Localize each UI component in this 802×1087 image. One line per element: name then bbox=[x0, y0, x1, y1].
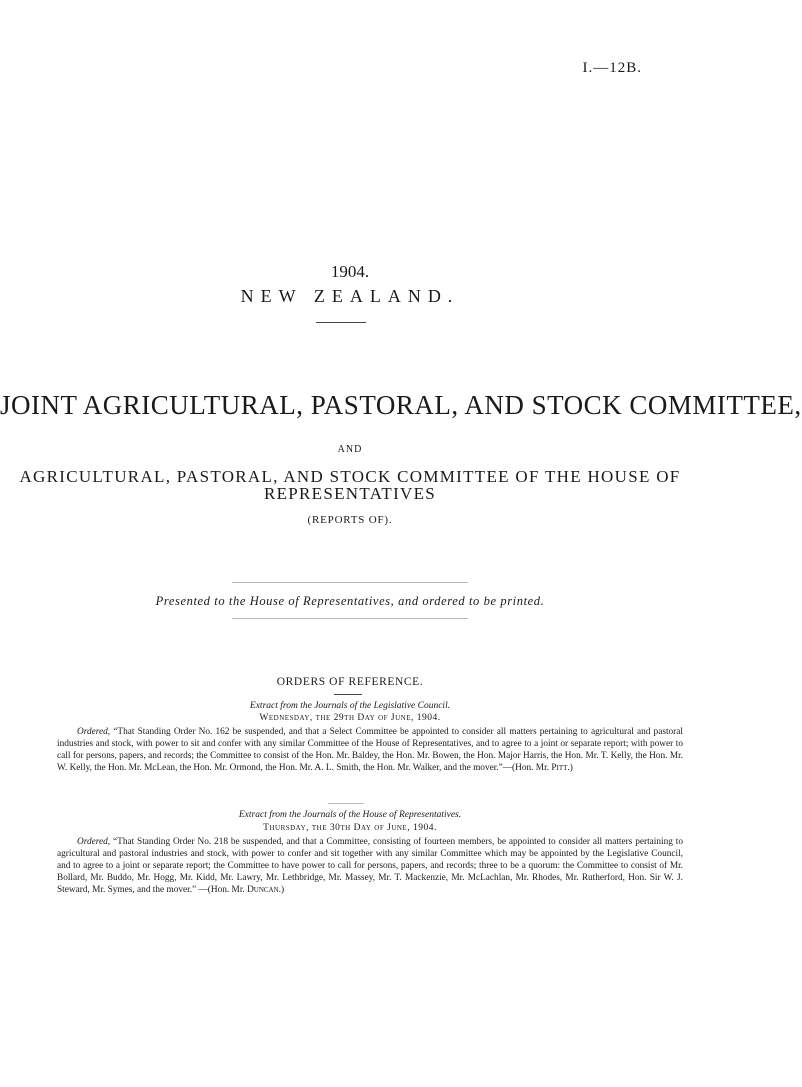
title-conjunction: AND bbox=[337, 444, 363, 455]
divider bbox=[328, 803, 364, 804]
divider bbox=[232, 582, 468, 583]
house-mover: Duncan.) bbox=[247, 884, 285, 895]
ordered-label: Ordered, bbox=[77, 837, 111, 847]
year: 1904. bbox=[330, 262, 370, 281]
house-order-text: “That Standing Order No. 218 be suspended, and that a Committee, consisting of fourteen members, be appointed to consider all matters pertaining to agricultural and pastoral industries and stock, with power to confer and sit together with any similar Committee which may be appointed by the Legislative Council, and to agree to a joint or separate report; the Committee to have power to call for persons, papers, and records; three to be a quorum: the Committee to consist of Mr. Bollard, Mr. Buddo, Mr. Hogg, Mr. Kidd, Mr. Lawry, Mr. Lethbridge, Mr. Massey, Mr. T. Mackenzie, Mr. McLachlan, Mr. Rhodes, Mr. Rutherford, Hon. Sir W. J. Steward, Mr. Symes, and the mover.” —(Hon. Mr. bbox=[57, 837, 683, 895]
title-line-1: JOINT AGRICULTURAL, PASTORAL, AND STOCK COMMITTEE, bbox=[0, 390, 802, 420]
council-extract-heading: Extract from the Journals of the Legislative Council. bbox=[249, 701, 451, 711]
country-heading: NEW ZEALAND. bbox=[240, 286, 460, 306]
presented-line: Presented to the House of Representatives, and ordered to be printed. bbox=[155, 594, 545, 608]
orders-heading: ORDERS OF REFERENCE. bbox=[276, 676, 424, 688]
council-order-paragraph bbox=[57, 727, 683, 775]
house-date: Thursday, the 30th Day of June, 1904. bbox=[263, 823, 437, 833]
divider bbox=[316, 322, 366, 323]
title-line-2: AGRICULTURAL, PASTORAL, AND STOCK COMMITTEE OF THE HOUSE OF bbox=[19, 467, 681, 486]
divider bbox=[334, 694, 362, 695]
council-date: Wednesday, the 29th Day of June, 1904. bbox=[259, 713, 441, 723]
house-order-paragraph bbox=[57, 837, 683, 897]
title-line-3: REPRESENTATIVES bbox=[263, 484, 437, 503]
council-order-text: “That Standing Order No. 162 be suspended, and that a Select Committee be appointed to consider all matters pertaining to agricultural and pastoral industries and stock, with power to sit and confer with any similar Committee of the House of Representatives, and to agree to a joint or separate report; with power to call for persons, papers, and records; the Committee to consist of the Hon. Mr. Baldey, the Hon. Mr. Bowen, the Hon. Major Harris, the Hon. Mr. T. Kelly, the Hon. Mr. W. Kelly, the Hon. Mr. McLean, the Hon. Mr. Ormond, the Hon. Mr. A. L. Smith, the Hon. Mr. Walker, and the mover.”—(Hon. Mr. bbox=[57, 727, 683, 773]
ordered-label: Ordered, bbox=[77, 727, 111, 737]
council-mover: Pitt.) bbox=[551, 762, 573, 773]
paper-code: I.—12B. bbox=[582, 60, 642, 76]
divider bbox=[232, 618, 468, 619]
title-subtitle: (REPORTS OF). bbox=[307, 514, 393, 526]
house-extract-heading: Extract from the Journals of the House of Representatives. bbox=[238, 810, 462, 820]
